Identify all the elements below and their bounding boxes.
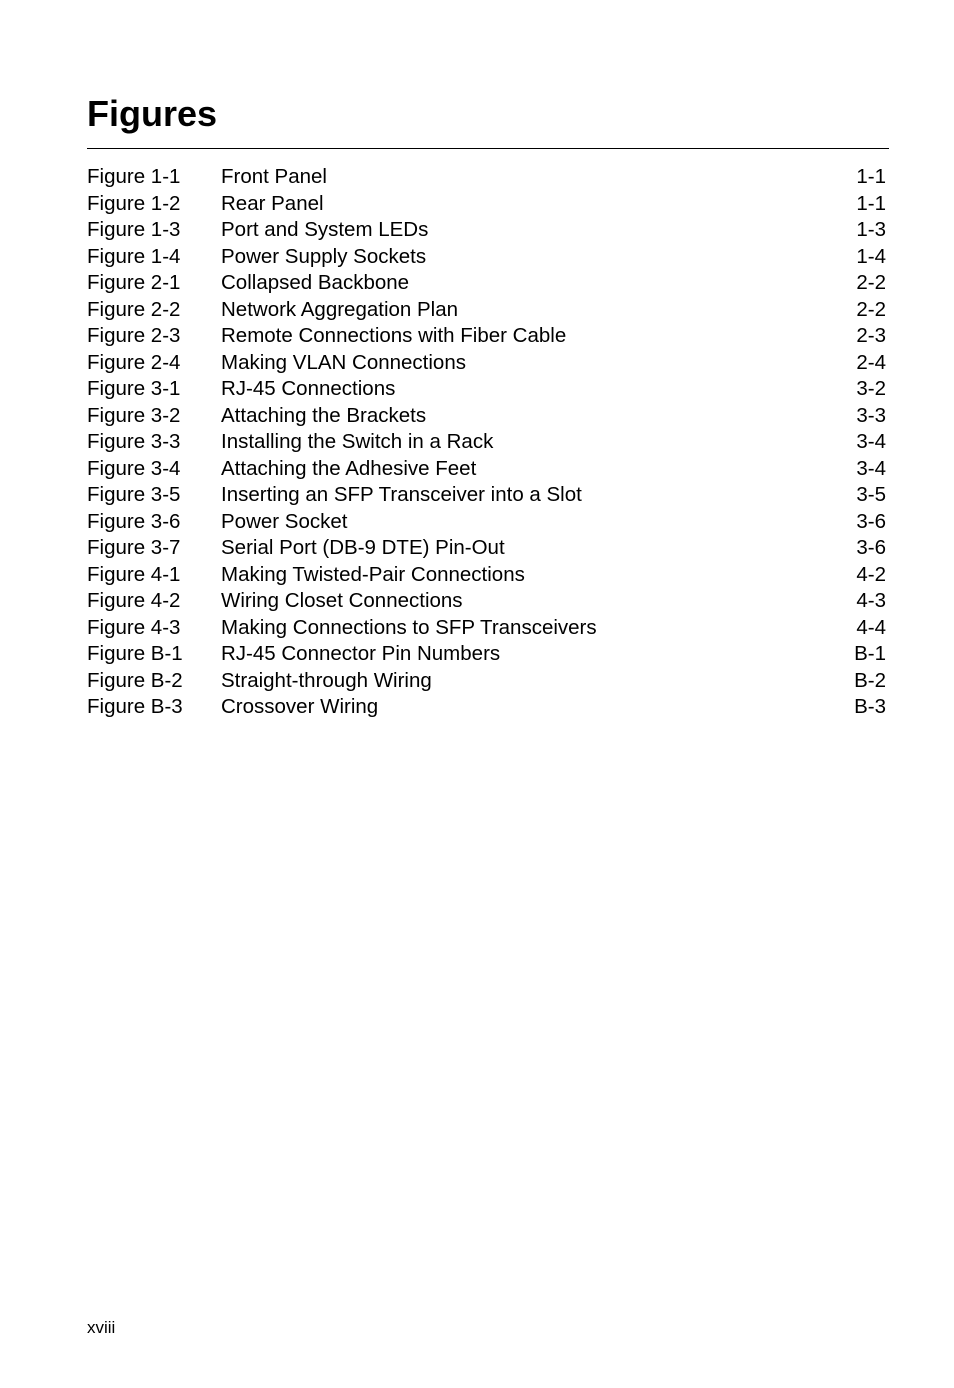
figure-page: 3-6 bbox=[856, 536, 886, 559]
figure-page: B-2 bbox=[854, 668, 886, 692]
figure-number: Figure 2-1 bbox=[87, 271, 181, 294]
figure-title: Installing the Switch in a Rack bbox=[221, 430, 494, 453]
figure-title: Making Connections to SFP Transceivers bbox=[221, 615, 597, 639]
figure-title: Wiring Closet Connections bbox=[221, 589, 463, 612]
figure-row[interactable] bbox=[87, 535, 886, 562]
figure-page: 4-3 bbox=[856, 589, 886, 612]
figure-number: Figure 3-4 bbox=[87, 456, 181, 480]
figure-row[interactable] bbox=[87, 323, 886, 350]
figure-row[interactable] bbox=[87, 615, 886, 642]
figure-page: 2-2 bbox=[856, 271, 886, 294]
figure-number: Figure 1-2 bbox=[87, 191, 181, 215]
figure-title: Power Socket bbox=[221, 509, 348, 533]
figure-row[interactable] bbox=[87, 191, 886, 218]
figure-title: Front Panel bbox=[221, 165, 327, 188]
figure-title: Inserting an SFP Transceiver into a Slot bbox=[221, 483, 582, 506]
figure-number: Figure 4-3 bbox=[87, 615, 181, 639]
figure-page: 4-2 bbox=[856, 562, 886, 586]
figure-title: Network Aggregation Plan bbox=[221, 297, 459, 321]
figure-number: Figure 1-3 bbox=[87, 218, 181, 241]
figure-row[interactable] bbox=[87, 297, 886, 324]
figure-title: Straight-through Wiring bbox=[221, 668, 432, 692]
figure-title: Remote Connections with Fiber Cable bbox=[221, 324, 567, 347]
page-number: xviii bbox=[87, 1318, 116, 1337]
figure-row[interactable] bbox=[87, 694, 886, 721]
figure-row[interactable] bbox=[87, 482, 886, 509]
figure-number: Figure 3-7 bbox=[87, 536, 181, 559]
figure-row[interactable] bbox=[87, 588, 886, 615]
figure-title: RJ-45 Connections bbox=[221, 377, 396, 400]
figure-title: RJ-45 Connector Pin Numbers bbox=[221, 642, 501, 665]
figure-row[interactable] bbox=[87, 456, 886, 483]
figure-row[interactable] bbox=[87, 668, 886, 695]
figure-number: Figure 4-1 bbox=[87, 562, 181, 586]
figure-page: 4-4 bbox=[856, 615, 886, 639]
figure-page: 1-1 bbox=[856, 191, 886, 215]
figure-number: Figure 3-6 bbox=[87, 509, 181, 533]
figure-page: 3-2 bbox=[856, 377, 886, 400]
figure-page: 2-2 bbox=[856, 297, 886, 321]
figure-title: Collapsed Backbone bbox=[221, 271, 410, 294]
figure-number: Figure 3-2 bbox=[87, 403, 181, 427]
figure-page: 3-4 bbox=[856, 456, 886, 480]
figure-number: Figure 3-3 bbox=[87, 430, 181, 453]
figure-number: Figure B-1 bbox=[87, 642, 183, 665]
figure-number: Figure 2-2 bbox=[87, 297, 181, 321]
figure-row[interactable] bbox=[87, 217, 886, 244]
figure-page: B-1 bbox=[854, 642, 886, 665]
figure-row[interactable] bbox=[87, 429, 886, 456]
figure-title: Power Supply Sockets bbox=[221, 244, 427, 268]
figure-page: B-3 bbox=[854, 695, 886, 718]
figure-page: 1-1 bbox=[856, 165, 886, 188]
figure-page: 3-5 bbox=[856, 483, 886, 506]
page-title: Figures bbox=[87, 93, 218, 134]
figure-number: Figure 2-3 bbox=[87, 324, 181, 347]
figure-number: Figure 3-5 bbox=[87, 483, 181, 506]
figure-row[interactable] bbox=[87, 244, 886, 271]
figure-page: 3-3 bbox=[856, 403, 886, 427]
figure-title: Attaching the Brackets bbox=[221, 403, 427, 427]
figure-page: 3-6 bbox=[856, 509, 886, 533]
figure-row[interactable] bbox=[87, 350, 886, 377]
figure-page: 1-4 bbox=[856, 244, 886, 268]
figure-list bbox=[87, 164, 886, 721]
figure-row[interactable] bbox=[87, 509, 886, 536]
figure-page: 1-3 bbox=[856, 218, 886, 241]
figure-number: Figure 1-4 bbox=[87, 244, 181, 268]
figure-title: Port and System LEDs bbox=[221, 218, 429, 241]
figure-row[interactable] bbox=[87, 403, 886, 430]
figure-number: Figure B-2 bbox=[87, 668, 183, 692]
figure-title: Serial Port (DB-9 DTE) Pin-Out bbox=[221, 536, 505, 559]
figure-title: Making Twisted-Pair Connections bbox=[221, 562, 525, 586]
title-divider bbox=[87, 148, 889, 149]
figure-row[interactable] bbox=[87, 376, 886, 403]
figure-number: Figure 4-2 bbox=[87, 589, 181, 612]
figure-page: 2-4 bbox=[856, 350, 886, 374]
figure-row[interactable] bbox=[87, 164, 886, 191]
figure-title: Rear Panel bbox=[221, 191, 324, 215]
figure-row[interactable] bbox=[87, 562, 886, 589]
figure-page: 2-3 bbox=[856, 324, 886, 347]
figure-number: Figure B-3 bbox=[87, 695, 183, 718]
figure-number: Figure 1-1 bbox=[87, 165, 181, 188]
figure-row[interactable] bbox=[87, 270, 886, 297]
figure-title: Attaching the Adhesive Feet bbox=[221, 456, 477, 480]
figure-number: Figure 2-4 bbox=[87, 350, 181, 374]
figure-row[interactable] bbox=[87, 641, 886, 668]
figure-title: Crossover Wiring bbox=[221, 695, 379, 718]
figure-title: Making VLAN Connections bbox=[221, 350, 466, 374]
figure-page: 3-4 bbox=[856, 430, 886, 453]
figure-number: Figure 3-1 bbox=[87, 377, 181, 400]
